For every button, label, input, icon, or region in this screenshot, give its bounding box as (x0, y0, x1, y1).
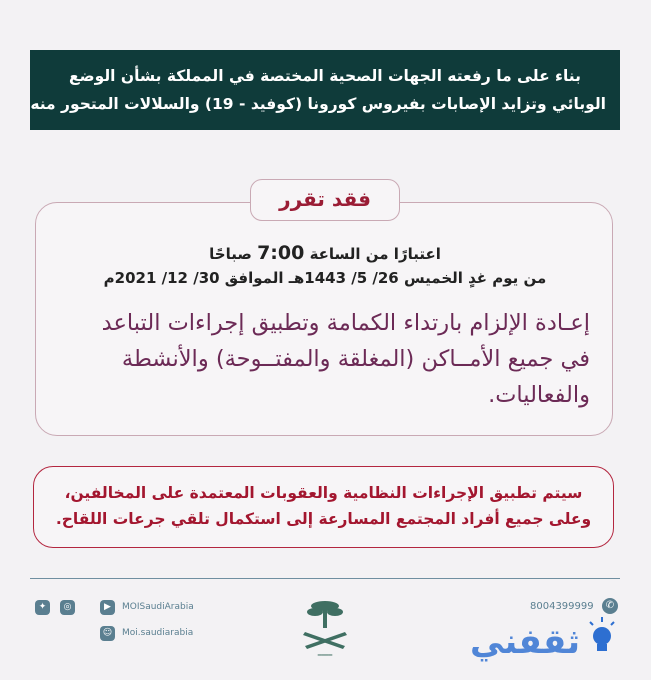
decision-body-line-2: في جميع الأمــاكن (المغلقة والمفتــوحة) والأنشطة (121, 346, 590, 372)
decision-body-line-3: والفعاليات. (488, 382, 590, 408)
penalty-notice (33, 466, 614, 548)
header-banner (30, 50, 620, 130)
phone-icon[interactable]: ✆ (602, 598, 618, 614)
svg-text:━━━━: ━━━━ (317, 652, 333, 659)
snapchat-handle[interactable]: Moi.saudiarabia (122, 628, 194, 638)
decision-body (60, 305, 590, 413)
watermark-logo: ثقفني (470, 622, 580, 662)
time-value: 7:00 (257, 242, 305, 264)
decision-title: فقد تقرر (250, 179, 400, 221)
phone-number[interactable]: 8004399999 (530, 601, 594, 612)
time-prefix: اعتبارًا من الساعة (309, 245, 441, 263)
notice-line-2: وعلى جميع أفراد المجتمع المسارعة إلى استكمال تلقي جرعات اللقاح. (55, 510, 592, 528)
instagram-icon[interactable]: ◎ (60, 600, 75, 615)
time-suffix: صباحًا (209, 245, 252, 263)
notice-line-1: سيتم تطبيق الإجراءات النظامية والعقوبات المعتمدة على المخالفين، (64, 484, 583, 502)
footer-divider (30, 578, 620, 579)
header-line-1: بناء على ما رفعته الجهات الصحية المختصة في المملكة بشأن الوضع (69, 67, 581, 85)
effective-date: من يوم غدٍ الخميس 26/ 5/ 1443هـ الموافق 30/ 12/ 2021م (103, 269, 547, 287)
decision-body-line-1: إعـادة الإلزام بارتداء الكمامة وتطبيق إجراءات التباعد (101, 310, 590, 336)
header-line-2: الوبائي وتزايد الإصابات بفيروس كورونا (كوفيد - 19) والسلالات المتحور منه (30, 95, 606, 113)
emblem-icon (293, 596, 357, 660)
effective-time (40, 241, 610, 266)
social-handle[interactable]: MOISaudiArabia (122, 602, 194, 612)
snapchat-icon[interactable]: ☺ (100, 626, 115, 641)
bulb-icon (585, 616, 619, 660)
youtube-icon[interactable]: ▶ (100, 600, 115, 615)
twitter-icon[interactable]: ✦ (35, 600, 50, 615)
